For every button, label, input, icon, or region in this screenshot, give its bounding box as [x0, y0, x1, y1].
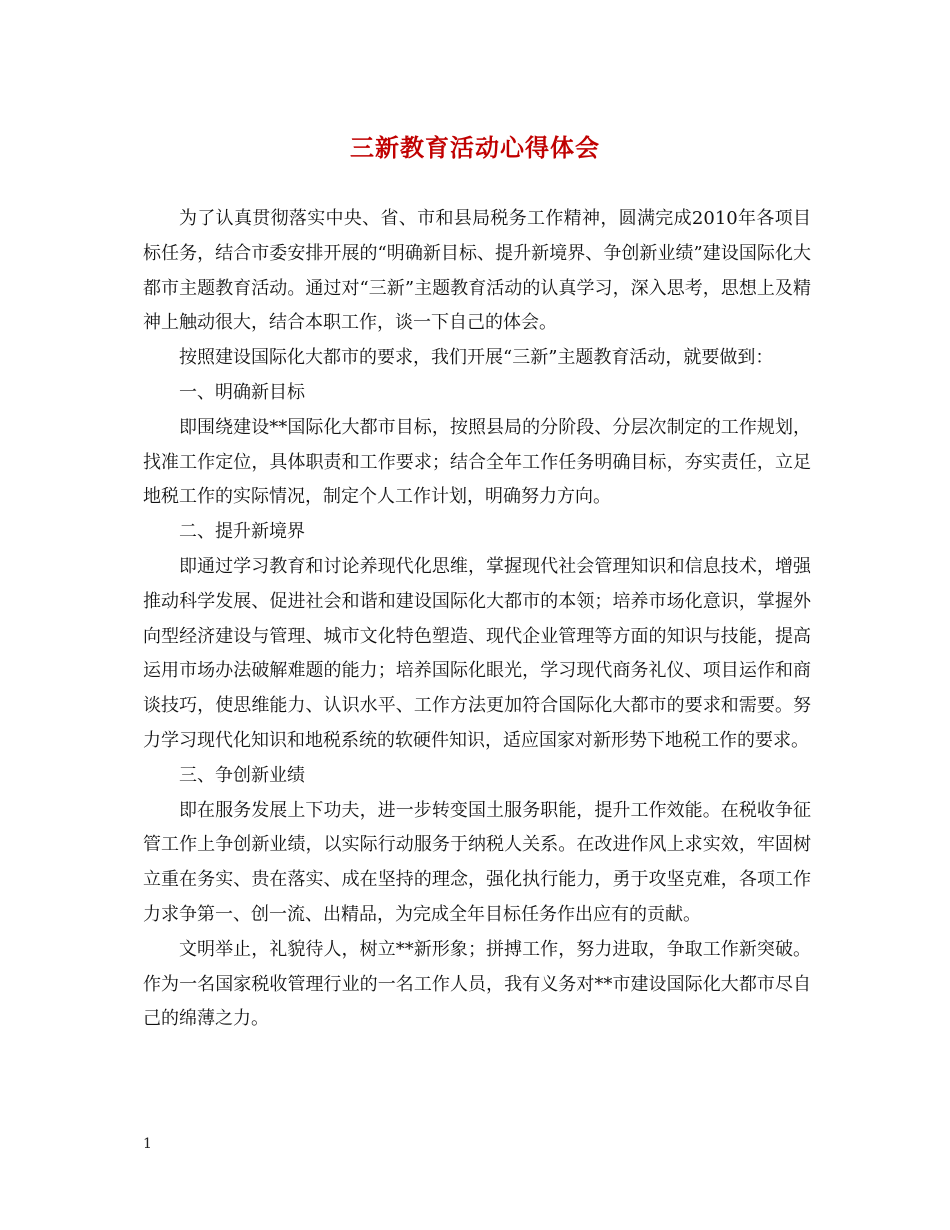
paragraph-section-2: 即通过学习教育和讨论养现代化思维，掌握现代社会管理知识和信息技术，增强推动科学发展、促进社会和谐和建设国际化大都市的本领；培养市场化意识，掌握外向型经济建设与管理、城市文化特色塑造、现代企业管理等方面的知识与技能，提高运用市场办法破解难题的能力；培养国际化眼光，学习现代商务礼仪、项目运作和商谈技巧，使思维能力、认识水平、工作方法更加符合国际化大都市的要求和需要。努力学习现代化知识和地税系统的软硬件知识，适应国家对新形势下地税工作的要求。 — [143, 555, 811, 751]
paragraph-section-3: 即在服务发展上下功夫，进一步转变国土服务职能，提升工作效能。在税收争征管工作上争创新业绩，以实际行动服务于纳税人关系。在改进作风上求实效，牢固树立重在务实、贵在落实、成在坚持的理念，强化执行能力，勇于攻坚克难，各项工作力求争第一、创一流、出精品，为完成全年目标任务作出应有的贡献。 — [143, 799, 811, 925]
paragraph-intro: 为了认真贯彻落实中央、省、市和县局税务工作精神，圆满完成2010年各项目标任务，结合市委安排开展的“明确新目标、提升新境界、争创新业绩”建设国际化大都市主题教育活动。通过对“三新”主题教育活动的认真学习，深入思考，思想上及精神上触动很大，结合本职工作，谈一下自己的体会。 — [143, 208, 811, 334]
document-title: 三新教育活动心得体会 — [350, 133, 600, 162]
section-heading-3: 三、争创新业绩 — [179, 764, 305, 786]
section-heading-2: 二、提升新境界 — [179, 521, 305, 543]
page-number: 1 — [143, 1136, 152, 1152]
paragraph-requirements: 按照建设国际化大都市的要求，我们开展“三新”主题教育活动，就要做到： — [179, 347, 774, 369]
document-body — [143, 202, 811, 1037]
paragraph-conclusion: 文明举止，礼貌待人，树立**新形象；拼搏工作，努力进取，争取工作新突破。作为一名国家税收管理行业的一名工作人员，我有义务对**市建设国际化大都市尽自己的绵薄之力。 — [143, 938, 811, 1030]
section-heading-1: 一、明确新目标 — [179, 381, 305, 403]
paragraph-section-1: 即围绕建设**国际化大都市目标，按照县局的分阶段、分层次制定的工作规划，找准工作定位，具体职责和工作要求；结合全年工作任务明确目标，夯实责任，立足地税工作的实际情况，制定个人工作计划，明确努力方向。 — [143, 416, 811, 508]
